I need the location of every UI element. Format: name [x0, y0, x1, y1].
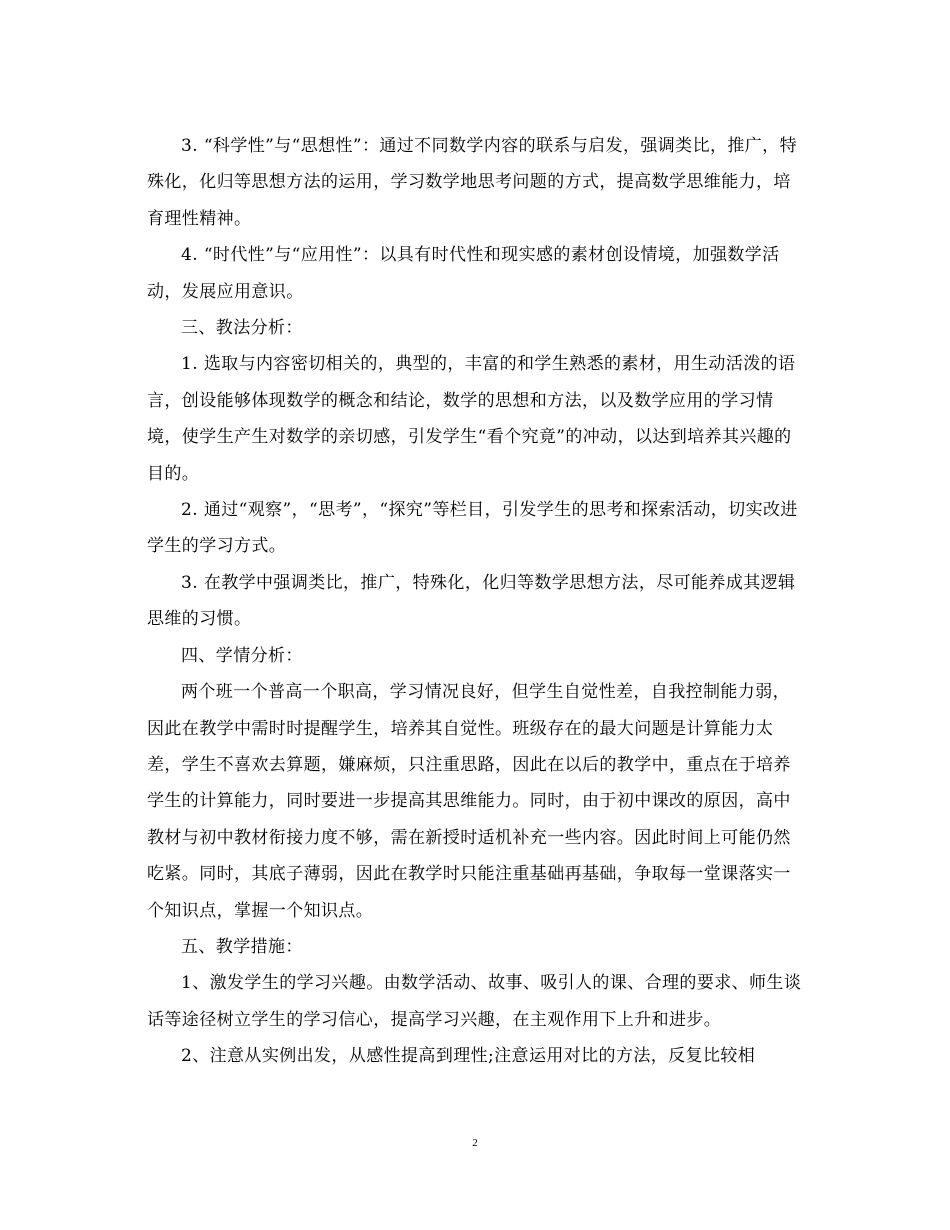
- paragraph-method-2: 2. 通过“观察”，“思考”，“探究”等栏目，引发学生的思考和探索活动，切实改进学生的学习方式。: [147, 500, 798, 557]
- heading-student-analysis: 四、学情分析：: [181, 645, 303, 666]
- document-body: [147, 128, 807, 1075]
- paragraph-scientific: 3. “科学性”与“思想性”：通过不同数学内容的联系与启发，强调类比，推广，特殊化，化归等思想方法的运用，学习数学地思考问题的方式，提高数学思维能力，培育理性精神。: [147, 136, 797, 229]
- paragraph-measure-1: 1、激发学生的学习兴趣。由数学活动、故事、吸引人的课、合理的要求、师生谈话等途径树立学生的学习信心，提高学习兴趣，在主观作用下上升和进步。: [147, 973, 802, 1030]
- heading-teaching-method: 三、教法分析：: [181, 318, 303, 339]
- page-number: 2: [472, 1137, 478, 1149]
- paragraph-measure-2: 2、注意从实例出发，从感性提高到理性;注意运用对比的方法，反复比较相: [181, 1046, 756, 1067]
- paragraph-timeliness: 4. “时代性”与“应用性”：以具有时代性和现实感的素材创设情境，加强数学活动，发展应用意识。: [147, 245, 780, 302]
- paragraph-method-3: 3. 在教学中强调类比，推广，特殊化，化归等数学思想方法，尽可能养成其逻辑思维的习惯。: [147, 572, 796, 630]
- paragraph-method-1: 1. 选取与内容密切相关的，典型的，丰富的和学生熟悉的素材，用生动活泼的语言，创设能够体现数学的概念和结论，数学的思想和方法，以及数学应用的学习情境，使学生产生对数学的亲切感，引发学生“看个究竟”的冲动，以达到培养其兴趣的目的。: [147, 354, 796, 484]
- paragraph-student-analysis: 两个班一个普高一个职高，学习情况良好，但学生自觉性差，自我控制能力弱，因此在教学中需时时提醒学生，培养其自觉性。班级存在的最大问题是计算能力太差，学生不喜欢去算题，嫌麻烦，只注重思路，因此在以后的教学中，重点在于培养学生的计算能力，同时要进一步提高其思维能力。同时，由于初中课改的原因，高中教材与初中教材衔接力度不够，需在新授时适机补充一些内容。因此时间上可能仍然吃紧。同时，其底子薄弱，因此在教学时只能注重基础再基础，争取每一堂课落实一个知识点，掌握一个知识点。: [147, 682, 791, 921]
- heading-teaching-measures: 五、教学措施：: [181, 936, 303, 957]
